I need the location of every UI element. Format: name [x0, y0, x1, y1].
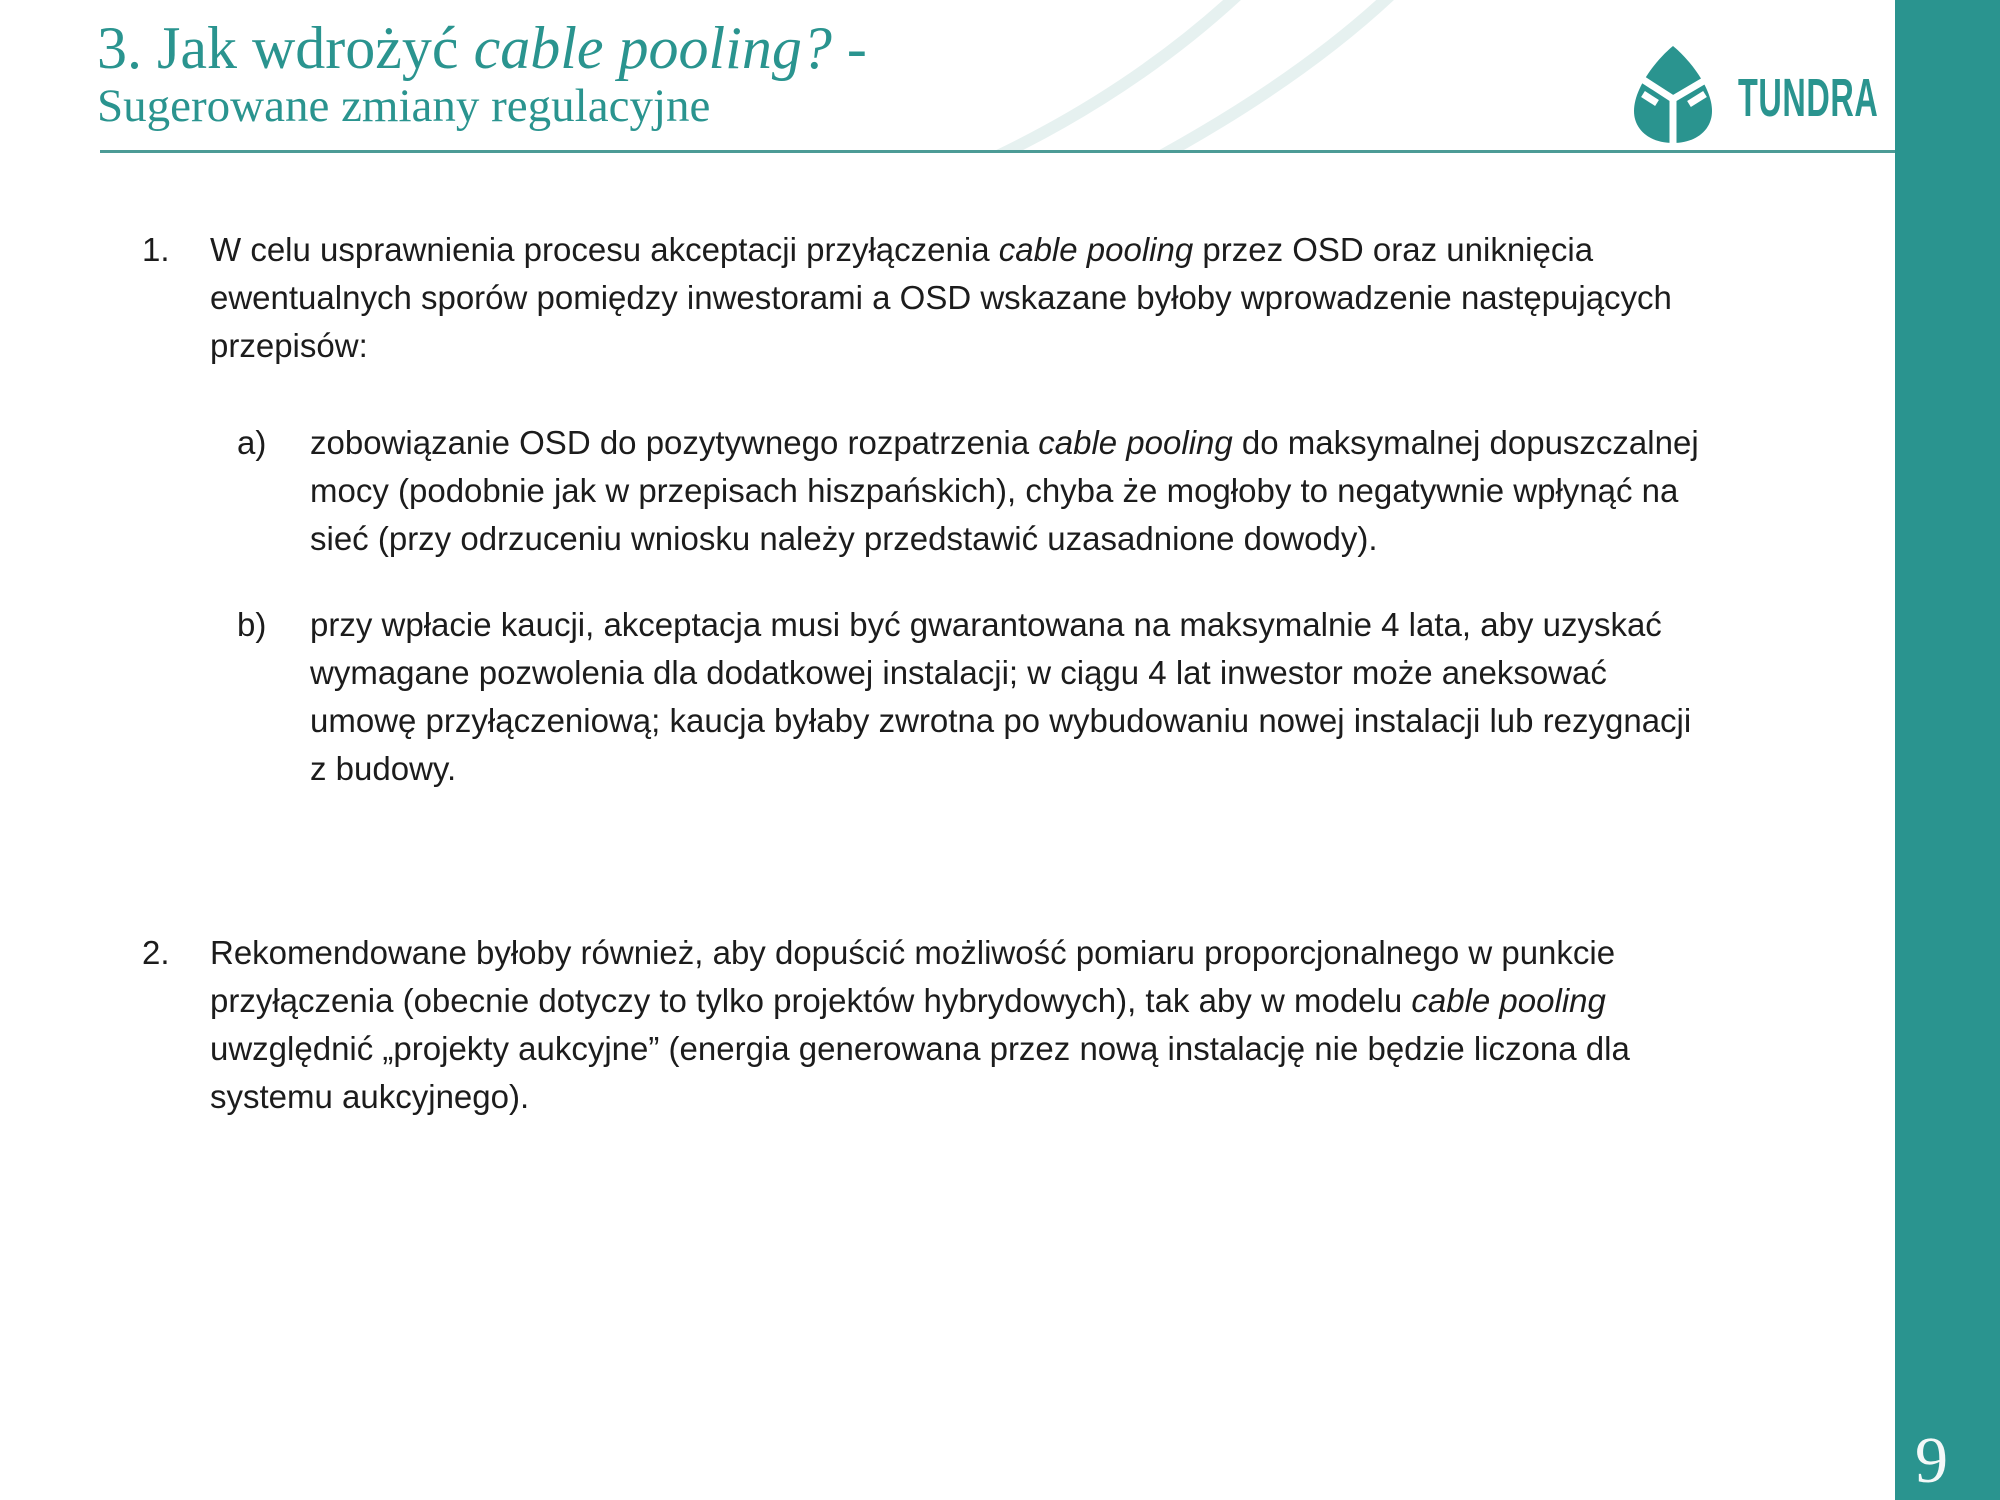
list-item [237, 601, 1862, 793]
list-item-text: Rekomendowane byłoby również, aby dopuścić możliwość pomiaru proporcjonalnego w punkcie przyłączenia (obecnie dotyczy to tylko projektów hybrydowych), tak aby w modelu cable pooling uwzględnić „projekty aukcyjne” (energia generowana przez nową instalację nie będzie liczona dla systemu aukcyjnego). [210, 934, 1630, 1115]
list-item-marker: a) [237, 424, 267, 461]
list-item-marker: b) [237, 606, 267, 643]
list-item [142, 226, 1862, 370]
tundra-leaf-icon [1628, 45, 1718, 144]
right-accent-bar [1895, 0, 2000, 1500]
page-number: 9 [1915, 1424, 1948, 1497]
list-item-marker: 2. [142, 934, 170, 971]
tundra-wordmark: TUNDRA [1738, 68, 1879, 128]
tundra-logo [1628, 45, 1878, 145]
list-item-marker: 1. [142, 231, 170, 268]
list-item-text: W celu usprawnienia procesu akceptacji przyłączenia cable pooling przez OSD oraz uniknięcia ewentualnych sporów pomiędzy inwestorami a OSD wskazane byłoby wprowadzenie następujących przepisów: [210, 231, 1672, 364]
list-item-text: przy wpłacie kaucji, akceptacja musi być gwarantowana na maksymalnie 4 lata, aby uzyskać wymagane pozwolenia dla dodatkowej instalacji; w ciągu 4 lat inwestor może aneksować umowę przyłączeniową; kaucja byłaby zwrotna po wybudowaniu nowej instalacji lub rezygnacji z budowy. [310, 606, 1692, 787]
slide-title: 3. Jak wdrożyć cable pooling? - [97, 15, 867, 81]
list-item [237, 419, 1862, 563]
suggestions-list [142, 226, 1862, 1121]
slide-subtitle: Sugerowane zmiany regulacyjne [97, 80, 711, 132]
header-divider [100, 150, 1895, 153]
list-item-text: zobowiązanie OSD do pozytywnego rozpatrzenia cable pooling do maksymalnej dopuszczalnej mocy (podobnie jak w przepisach hiszpańskich), chyba że mogłoby to negatywnie wpłynąć na sieć (przy odrzuceniu wniosku należy przedstawić uzasadnione dowody). [310, 424, 1699, 557]
list-item [142, 929, 1862, 1121]
